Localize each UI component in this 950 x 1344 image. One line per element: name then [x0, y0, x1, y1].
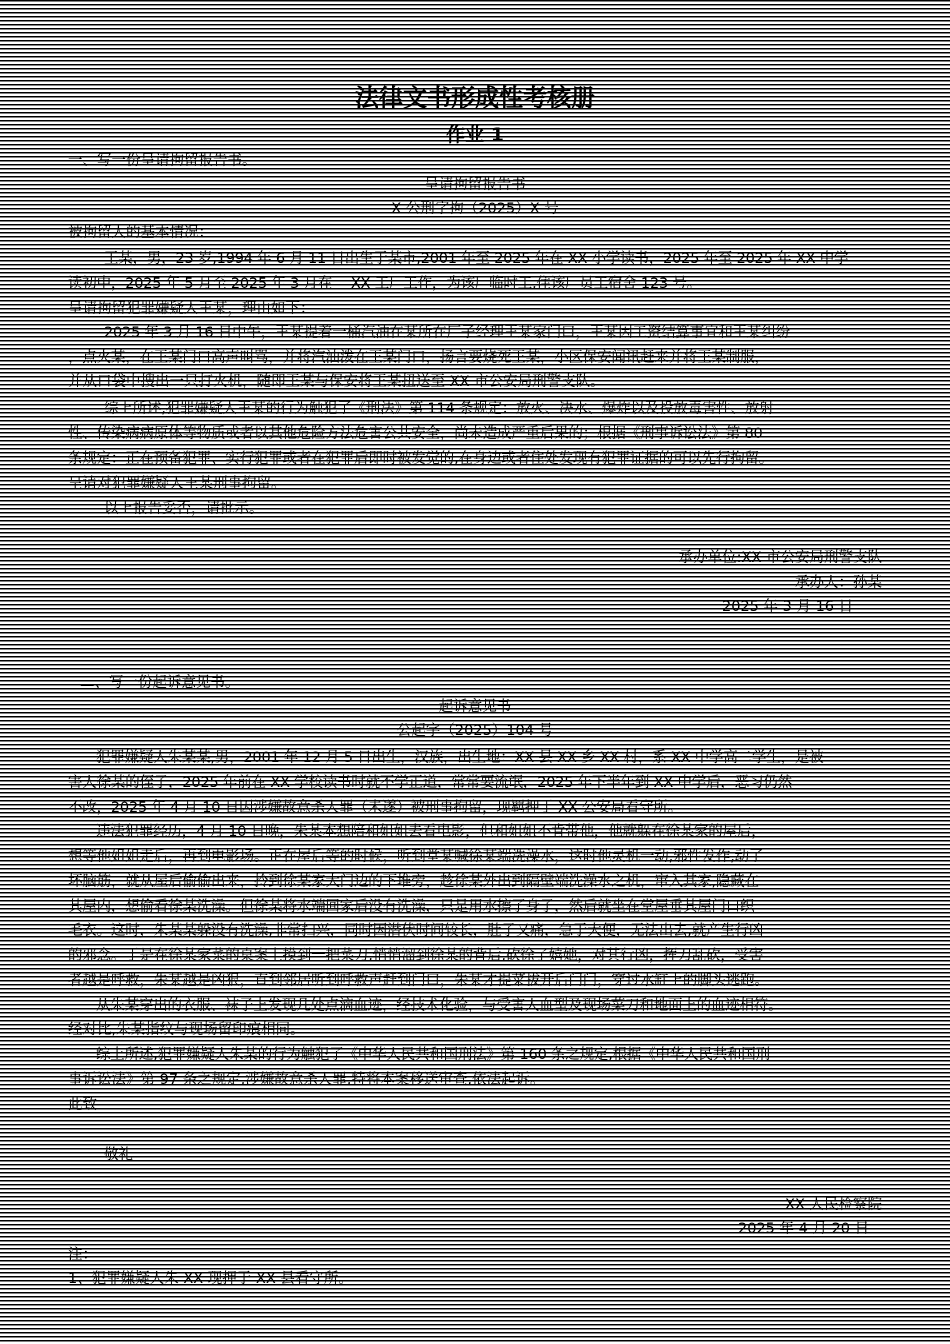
- part1-basic-info-line: 王某，男，23 岁,1994 年 6 月 11 日出生于某市,2001 年至 2025 年在 XX 小学读书，2025 年至 2025 年 XX 中学: [104, 251, 849, 267]
- part1-date: 2025 年 3 月 16 日: [722, 599, 854, 615]
- document-subtitle: 作业 1: [446, 124, 504, 146]
- part1-facts-line: 并从口袋中搜出一只打火机，随即王某与保安将王某扭送至 XX 市公安局刑警支队。: [68, 374, 605, 390]
- part2-paragraph-line: 违法犯罪经历，4 月 10 日晚，朱某本想陪和姐姐去看电影，但和姐姐不肯带他，他就躲在徐某家的屋后，: [96, 824, 766, 840]
- part1-doc-number: X 公刑字拘（2025）X 号: [391, 201, 559, 217]
- part2-paragraph-line: 经对比,朱某指纹与现场留印痕相同。: [68, 1022, 305, 1038]
- part2-note-item: 1、犯罪嫌疑人朱 XX 现押于 XX 县看守所。: [68, 1271, 353, 1287]
- part1-law-line: 综上所述,犯罪嫌疑人王某的行为触犯了《刑法》第 114 条规定：放火、决水、爆炸以及投放毒害性、放射: [104, 401, 774, 417]
- part2-paragraph-line: 犯罪嫌疑人朱某某,男，2001 年 12 月 5 日出生，汉族，出生地：XX 县 XX 乡 XX 村，系 XX 中学高二学生，是被: [96, 750, 824, 766]
- part1-law-line: 性、传染病病原体等物质或者以其他危险方法危害公共安全，尚未造成严重后果的；根据《刑事诉讼法》第 80: [68, 426, 763, 442]
- part2-date: 2025 年 4 月 20 日: [738, 1221, 870, 1237]
- part2-paragraph-line: 坏脑筋，就从屋后偷偷出来，拎到徐某家大门边的下堆旁，趁徐某外出到隔壁端洗澡水之机，窜入其家,隐藏在: [68, 874, 759, 890]
- part1-basic-info-line: 读初中，2025 年 5 月至 2025 年 3 月在 XX 工厂工作，为该厂临时工,住该厂员工宿舍 123 号。: [68, 276, 702, 292]
- part2-paragraph-line: 综上所述,犯罪嫌疑人朱某的行为触犯了《中华人民共和国刑法》第 160 条之规定,根据《中华人民共和国刑: [96, 1047, 770, 1063]
- part1-facts-line: 2025 年 3 月 16 日中午，王某提着一桶汽油在某所在厂子经理王某家门口，王某因工资结算事宜和王某纠纷: [104, 325, 790, 341]
- part1-facts-line: ，点火某，在王某门口高声叫骂，并将汽油泼在王某门口，扬言要烧死王某，小区保安闻讯赶来并将王某制服，: [68, 350, 769, 366]
- part1-section-label: 被拘留人的基本情况：: [68, 225, 213, 241]
- part1-law-line: 呈请对犯罪嫌疑人王某刑事拘留。: [68, 476, 286, 492]
- part2-paragraph-line: 不改，2025 年 4 月 10 日因涉嫌故意杀人罪（未遂）被刑事拘留，现羁押于 XX 公安局看守所。: [68, 800, 683, 816]
- part2-note-label: 注：: [68, 1247, 97, 1263]
- part1-request-line: 呈请拘留犯罪嫌疑人王某，理由如下：: [68, 301, 315, 317]
- part1-heading: 一、写一份呈请拘留报告书。: [68, 153, 257, 169]
- part1-unit: 承办单位:XX 市公安局刑警支队: [678, 550, 882, 566]
- part2-paragraph-line: 事诉讼法》第 97 条之规定,涉嫌故意杀人罪,特将本案移送审查,依法起诉。: [68, 1072, 545, 1088]
- part2-salute: 敬礼: [104, 1147, 133, 1163]
- part2-doc-number: 公起字（2025）104 号: [396, 723, 554, 739]
- part2-paragraph-line: 从朱某穿出的衣服、袜子上发现几处点滴血迹，经技术化验，与受害人血型及现场菜刀和地面上的血迹相符。: [96, 998, 783, 1014]
- part1-doc-title: 呈请拘留报告书: [424, 177, 526, 193]
- part1-closing: 以上报告妥否，请批示。: [104, 501, 264, 517]
- part2-org: XX 人民检察院: [785, 1197, 882, 1213]
- document-title: 法律文书形成性考核册: [355, 84, 595, 112]
- part2-paragraph-line: 的邪念。于是在徐某家菜的桌案上摸到一把菜刀,悄悄溜到徐某的背后,砍徐了嬉她，对其行凶，挥刀乱砍，受害: [68, 948, 764, 964]
- part2-heading: 二、写一份起诉意见书。: [80, 675, 240, 691]
- part2-paragraph-line: 毛衣。这时，朱某某躲没有洗澡,非常扫兴，同时因潜伏时间较长，肚子又痛，急于大便，无法出去,就产生行凶: [68, 923, 764, 939]
- part2-paragraph-line: 害人徐某的侄子，2025 年前在 XX 学校读书时就不学正道，常常要流氓，2025 年下半年到 XX 中学后，恶习仍然: [68, 775, 792, 791]
- part2-paragraph-line: 者越是呼救，朱某越是凶狠，直到邻居听到呼救声赶到门口，朱某才提菜拔开后门门，穿过水缸上的脚头逃跑。: [68, 973, 769, 989]
- part2-paragraph-line: 其屋内，想偷看徐某洗澡。但徐某将水端回家后没有洗澡，只是用水擦了身子，然后就坐在堂屋垂其屋门口织: [68, 899, 755, 915]
- part2-doc-title: 起诉意见书: [438, 699, 512, 715]
- part1-handler: 承办人：孙某: [795, 575, 882, 591]
- part2-paragraph-line: 想等他姐姐走后，再到电影场。正在屋后等的时候，听到堂某喊徐某端洗澡水，这时他灵机一动,邪性发作,动了: [68, 849, 764, 865]
- part1-law-line: 条规定：正在预备犯罪、实行犯罪或者在犯罪后即时被发觉的,在身边或者住处发现有犯罪证据的可以先行拘留。: [68, 451, 774, 467]
- part2-to: 此致: [68, 1097, 97, 1113]
